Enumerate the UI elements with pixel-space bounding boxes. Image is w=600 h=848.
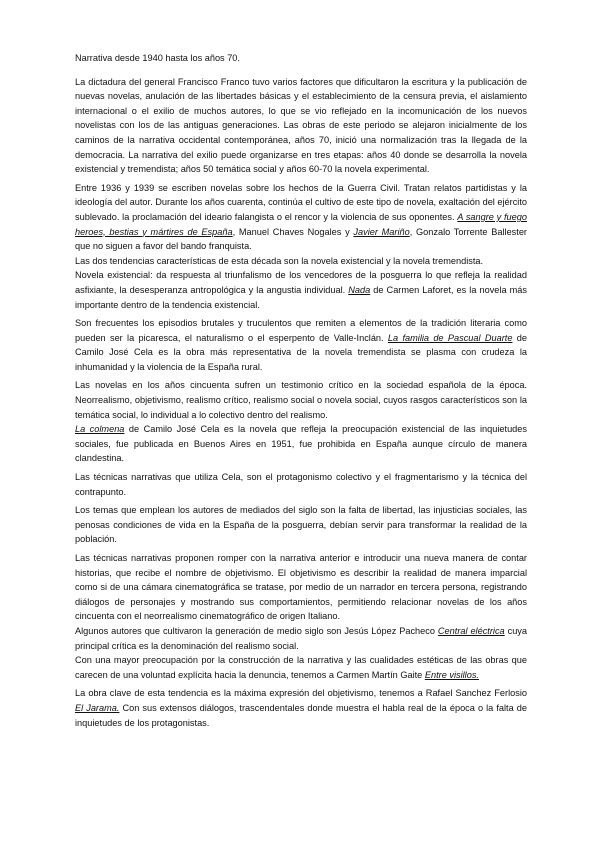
paragraph-tremendista-novel bbox=[75, 316, 527, 374]
paragraph-civil-war-novels bbox=[75, 181, 527, 254]
work-title: A sangre y fuego heroes, bestias y mártires de España bbox=[75, 211, 527, 237]
paragraph-objetivismo: Las técnicas narrativas proponen romper con la narrativa anterior e introducir una nueva manera de contar historias, que recibe el nombre de objetivismo. El objetivismo es describir la realidad de manera imparcial como si de una cámara cinematográfica se tratase, por medio de un narrador en tercera persona, registrando diálogos de personajes y mostrando sus comportamientos, permitiendo relacionar novelas de los años cincuenta con el neorrealismo cinematográfico de origen Italiano. bbox=[75, 553, 527, 622]
work-title: Entre visillos. bbox=[424, 669, 479, 680]
paragraph-intro: La dictadura del general Francisco Franco tuvo varios factores que dificultaron la escritura y la publicación de nuevas novelas, anulación de las libertades básicas y el establecimiento de la censura previa, el aislamiento internacional o el exilio de muchos autores, lo que se vio reflejado en la incomunicación de los nuevos novelistas con los de las antiguas generaciones. Las obras de este periodo se alejaron inicialmente de los caminos de la narrativa occidental contemporánea, años 70, inició una normalización tras la llegada de la democracia. La narrativa del exilio puede organizarse en tres etapas: años 40 donde se desarrolla la novela existencial y tremendista; años 50 temática social y años 60-70 la novela experimental. bbox=[75, 76, 527, 175]
paragraph-text: , Manuel Chaves Nogales y bbox=[232, 226, 354, 237]
paragraph-la-colmena bbox=[75, 422, 527, 466]
work-title: La familia de Pascual Duarte bbox=[387, 332, 513, 343]
paragraph-mid-century-themes: Los temas que emplean los autores de mediados del siglo son la falta de libertad, las injusticias sociales, las penosas condiciones de vida en la España de la posguerra, debían servir para transformar la realidad de la población. bbox=[75, 505, 527, 545]
paragraph-text: Novela existencial: da respuesta al triunfalismo de los vencedores de la posguerra lo que refleja la realidad asfixiante, la desesperanza antropológica y la angustia individual. bbox=[75, 270, 527, 295]
paragraph-text: de Camilo José Cela es la novela que refleja la preocupación existencial de las inquietudes sociales, fue publicada en Buenos Aires en 1951, fue prohibida en España aunque círculo de manera clandestina. bbox=[75, 424, 527, 464]
paragraph-text: Con una mayor preocupación por la construcción de la narrativa y las cualidades estéticas de las obras que carecen de una voluntad explícita hacia la denuncia, tenemos a Carmen Martín Gaite bbox=[75, 655, 527, 680]
document-title: Narrativa desde 1940 hasta los años 70. bbox=[75, 53, 240, 63]
work-title: La colmena bbox=[75, 424, 125, 435]
work-title: El Jarama. bbox=[75, 702, 120, 713]
work-title: Central eléctrica bbox=[437, 625, 505, 636]
paragraph-text: Entre 1936 y 1939 se escriben novelas sobre los hechos de la Guerra Civil. Tratan relatos partidistas y la ideología del autor. Durante los años cuarenta, continúa el cultivo de este tipo de novela, exaltación del ejército sublevado. la proclamación del ideario falangista o el rencor y la violencia de sus oponentes. bbox=[75, 182, 528, 222]
paragraph-cela-techniques: Las técnicas narrativas que utiliza Cela, son el protagonismo colectivo y el fragmentarismo y la técnica del contrapunto. bbox=[75, 472, 527, 497]
paragraph-text: Algunos autores que cultivaron la generación de medio siglo son Jesús López Pacheco bbox=[75, 625, 438, 636]
paragraph-el-jarama bbox=[75, 686, 527, 730]
paragraph-existential-novel bbox=[75, 268, 527, 312]
paragraph-text: , Gonzalo Torrente Ballester que no siguen a favor del bando franquista. bbox=[75, 226, 527, 252]
paragraph-fifties-novels: Las novelas en los años cincuenta sufren un testimonio crítico en la sociedad española de la época. Neorrealismo, objetivismo, realismo crítico, realismo social o novela social, cuyos rasgos característicos son la temática social, lo individual a lo colectivo dentro del realismo. bbox=[75, 380, 527, 420]
paragraph-text: de Carmen Laforet, es la novela más importante dentro de la tendencia existencial. bbox=[75, 284, 527, 310]
work-title: Javier Mariño bbox=[353, 226, 410, 237]
paragraph-text: La obra clave de esta tendencia es la máxima expresión del objetivismo, tenemos a Rafael Sanchez Ferlosio bbox=[75, 688, 527, 699]
paragraph-lopez-pacheco bbox=[75, 624, 527, 653]
paragraph-text: de Camilo José Cela es la obra más representativa de la novela tremendista se plasma con crudeza la inhumanidad y la violencia de la España rural. bbox=[75, 332, 527, 372]
paragraph-two-tendencies: Las dos tendencias características de esta década son la novela existencial y la novela tremendista. bbox=[75, 255, 484, 266]
paragraph-martin-gaite bbox=[75, 653, 527, 682]
paragraph-text: Con sus extensos diálogos, trascendentales donde muestra el habla real de la época o la falta de inquietudes de los protagonistas. bbox=[75, 702, 527, 728]
paragraph-text: cuya principal crítica es la denominación del realismo social. bbox=[75, 625, 528, 651]
work-title: Nada bbox=[348, 284, 371, 295]
paragraph-text: Son frecuentes los episodios brutales y truculentos que remiten a elementos de la tradición literaria como pueden ser la picaresca, el naturalismo o el esperpento de Valle-Inclán. bbox=[75, 318, 527, 343]
